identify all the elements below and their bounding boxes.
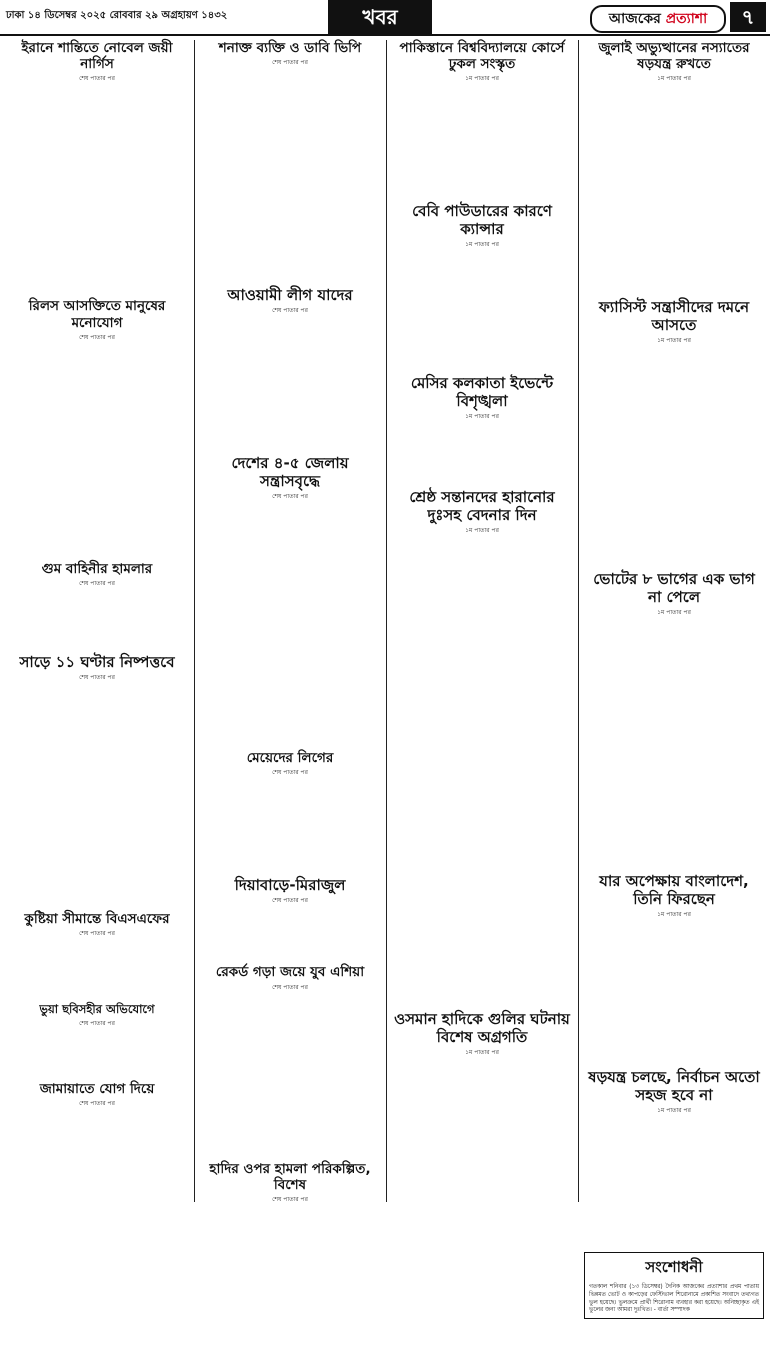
article-body [200, 318, 380, 448]
article-body [6, 1031, 188, 1075]
article-body [584, 1118, 764, 1246]
issue-date: ঢাকা ১৪ ডিসেম্বর ২০২৫ রোববার ২৯ অগ্রহায়ণ ১৪৩২ [6, 10, 228, 21]
article [200, 964, 380, 1154]
article-headline: শ্রেষ্ঠ সন্তানদের হারানোর দুঃসহ বেদনার দিন [409, 488, 555, 525]
article-body [200, 1207, 380, 1327]
article-credit: শেষ পাতার পর [79, 930, 115, 938]
article [6, 1003, 188, 1075]
article-body [200, 780, 380, 870]
article-body [6, 345, 188, 555]
article-body [392, 252, 572, 368]
article-credit: শেষ পাতার পর [79, 673, 115, 681]
article-headline: শনাক্ত ব্যক্তি ও ডাবি ভিপি [218, 40, 362, 56]
article [584, 570, 764, 866]
article [584, 298, 764, 564]
article-headline: হাদির ওপর হামলা পরিকল্পিত, বিশেষ [209, 1160, 371, 1193]
section-title: খবর [328, 0, 432, 34]
article-credit: ১ম পাতার পর [465, 1049, 499, 1057]
article-body [584, 922, 764, 1062]
column-divider [194, 40, 195, 1202]
article-body [6, 685, 188, 905]
article [200, 286, 380, 448]
article-headline: জামায়াতে যোগ দিয়ে [39, 1080, 155, 1097]
article [6, 911, 188, 997]
article [200, 750, 380, 870]
article-body [200, 504, 380, 744]
article-body [6, 591, 188, 647]
article [6, 298, 188, 554]
correction-box [584, 1252, 764, 1318]
article-credit: শেষ পাতার পর [272, 983, 308, 991]
article-credit: শেষ পাতার পর [272, 897, 308, 905]
article-headline: বেবি পাউডারের কারণে ক্যান্সার [412, 202, 552, 239]
article [392, 488, 572, 1004]
article-body [6, 1111, 188, 1291]
article [584, 40, 764, 292]
article-credit: ১ম পাতার পর [465, 413, 499, 421]
article-credit: শেষ পাতার পর [79, 579, 115, 587]
article-headline: ফ্যাসিস্ট সন্ত্রাসীদের দমনে আসতে [598, 298, 750, 335]
article [584, 872, 764, 1062]
article-headline: পাকিস্তানে বিশ্ববিদ্যালয়ে কোর্সে ঢুকল সংস্কৃত [399, 40, 565, 73]
article-headline: যার অপেক্ষায় বাংলাদেশ, তিনি ফিরছেন [599, 872, 749, 909]
article-headline: মেয়েদের লিগের [246, 750, 334, 767]
article [200, 454, 380, 744]
article-headline: দিয়াবাড়ে-মিরাজুল [234, 876, 346, 895]
article [584, 1068, 764, 1246]
article-body [584, 348, 764, 564]
article-headline: ওসমান হাদিকে গুলির ঘটনায় বিশেষ অগ্রগতি [394, 1010, 570, 1047]
article-credit: শেষ পাতার পর [272, 307, 308, 315]
article [200, 876, 380, 958]
article-credit: শেষ পাতার পর [79, 1019, 115, 1027]
column-4 [584, 40, 764, 1314]
article [6, 561, 188, 647]
article-headline: মেসির কলকাতা ইভেন্টে বিশৃঙ্খলা [410, 374, 554, 411]
article-credit: শেষ পাতার পর [272, 769, 308, 777]
column-3 [392, 40, 572, 1202]
article [6, 653, 188, 905]
article-headline: আওয়ামী লীগ যাদের [227, 286, 353, 305]
article [6, 1081, 188, 1291]
masthead [0, 0, 770, 36]
article-credit: শেষ পাতার পর [272, 59, 308, 67]
article [200, 1161, 380, 1327]
article-headline: ষড়যন্ত্র চলছে, নির্বাচন অতো সহজ হবে না [588, 1068, 760, 1105]
article-credit: শেষ পাতার পর [272, 1195, 308, 1203]
article-headline: সাড়ে ১১ ঘণ্টার নিষ্পত্তবে [19, 652, 175, 671]
correction-title: সংশোধনী [645, 1258, 703, 1277]
article-body [392, 424, 572, 482]
article-credit: ১ম পাতার পর [657, 1107, 691, 1115]
column-2 [200, 40, 380, 1202]
article-body [392, 538, 572, 1004]
article-headline: রিলস আসক্তিতে মানুষের মনোযোগ [28, 298, 166, 331]
article-credit: ১ম পাতার পর [657, 609, 691, 617]
article-headline: ভোটের ৮ ভাগের এক ভাগ না পেলে [593, 570, 755, 607]
article [200, 40, 380, 280]
article-body [6, 86, 188, 292]
newspaper-logo: আজকের প্রত্যাশা [590, 5, 726, 33]
column-1 [6, 40, 188, 1202]
article-credit: ১ম পাতার পর [465, 241, 499, 249]
article-credit: ১ম পাতার পর [465, 527, 499, 535]
article-body [392, 86, 572, 196]
article-body [392, 1060, 572, 1360]
article-body [584, 620, 764, 866]
article-headline: গুম বাহিনীর হামলার [41, 560, 153, 577]
article-body [200, 995, 380, 1155]
article-credit: শেষ পাতার পর [79, 333, 115, 341]
article-body [200, 70, 380, 280]
article-credit: ১ম পাতার পর [657, 911, 691, 919]
article [392, 40, 572, 196]
article-body [6, 941, 188, 997]
correction-text: গতকাল শনিবার (১৩ ডিসেম্বর) দৈনিক আজকের প্রত্যাশার প্রথম পাতায় ভিন্নমত ভোট ও কাপড়ের ফেস্টিভাল শিরোনামে প্রকাশিত সংবাদে তথ্যগত ভুল হয়েছে। ভুলক্রমে প্রার্থী শিরোনাম ব্যবহার করা হয়েছে। অনিচ্ছাকৃত এই ভুলের জন্য আমরা দুঃখিত। - বার্তা সম্পাদক [589, 1284, 759, 1314]
article-body [200, 908, 380, 958]
article-credit: শেষ পাতার পর [79, 75, 115, 83]
article-credit: ১ম পাতার পর [465, 75, 499, 83]
article [392, 202, 572, 368]
article-headline: কুষ্টিয়া সীমান্তে বিএসএফের [24, 910, 170, 927]
article-headline: রেকর্ড গড়া জয়ে যুব এশিয়া [215, 964, 365, 981]
article-credit: ১ম পাতার পর [657, 75, 691, 83]
column-divider [578, 40, 579, 1202]
article [392, 1010, 572, 1360]
article-credit: শেষ পাতার পর [272, 493, 308, 501]
article [6, 40, 188, 292]
article-headline: দেশের ৪-৫ জেলায় সন্ত্রাসবৃদ্ধে [231, 454, 349, 491]
page-number: ৭ [730, 2, 766, 32]
article [392, 374, 572, 482]
article-body [584, 86, 764, 292]
article-credit: ১ম পাতার পর [657, 337, 691, 345]
column-divider [386, 40, 387, 1202]
article-headline: ভুয়া ছবিসহীর অভিযোগে [39, 1002, 155, 1017]
article-headline: জুলাই অভ্যুত্থানের নস্যাতের ষড়যন্ত্র রুখতে [598, 40, 750, 73]
article-credit: শেষ পাতার পর [79, 1100, 115, 1108]
article-headline: ইরানে শান্তিতে নোবেল জয়ী নার্গিস [21, 40, 173, 73]
